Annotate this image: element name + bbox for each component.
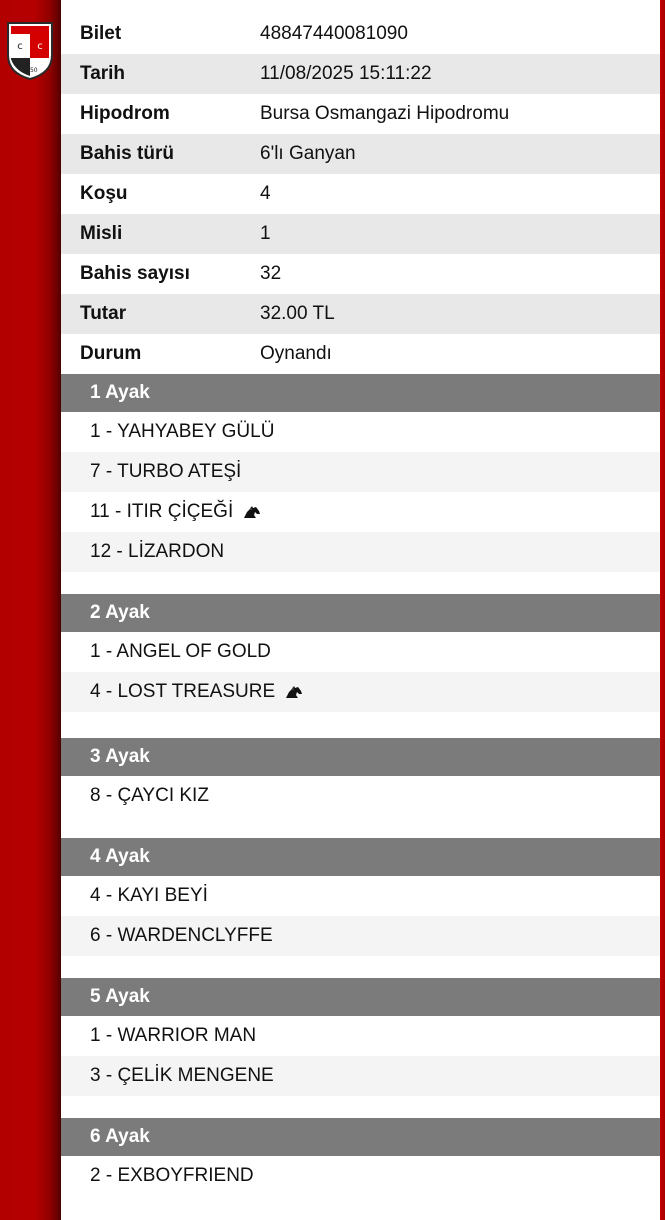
ticket-info-row xyxy=(61,94,660,134)
leg-header: 2 Ayak xyxy=(61,594,660,632)
horse-row xyxy=(61,492,660,532)
info-value: 1 xyxy=(260,223,271,244)
info-label: Tutar xyxy=(80,303,127,324)
ticket-info-row xyxy=(61,294,660,334)
ticket-detail xyxy=(61,14,660,1196)
info-label: Bahis sayısı xyxy=(80,263,190,284)
legs-list xyxy=(61,374,660,1196)
horse-name: 6 - WARDENCLYFFE xyxy=(90,925,273,946)
horse-name: 11 - ITIR ÇİÇEĞİ xyxy=(90,501,234,522)
horse-name: 1 - ANGEL OF GOLD xyxy=(90,641,271,662)
svg-text:c: c xyxy=(37,41,43,52)
right-rail xyxy=(660,0,665,1220)
info-value: 11/08/2025 15:11:22 xyxy=(260,63,432,84)
leg-spacer xyxy=(61,1096,660,1118)
leg-header: 5 Ayak xyxy=(61,978,660,1016)
horse-name: 12 - LİZARDON xyxy=(90,541,225,562)
ticket-info-row xyxy=(61,334,660,374)
leg-spacer xyxy=(61,816,660,838)
horse-row xyxy=(61,1156,660,1196)
info-value: Bursa Osmangazi Hipodromu xyxy=(260,103,510,124)
info-value: 32.00 TL xyxy=(260,303,335,324)
info-value: 32 xyxy=(260,263,282,284)
horse-head-icon xyxy=(285,685,303,699)
svg-text:c: c xyxy=(17,41,23,52)
club-logo-icon xyxy=(5,19,55,81)
horse-row xyxy=(61,876,660,916)
horse-row xyxy=(61,452,660,492)
info-label: Misli xyxy=(80,223,123,244)
leg-header: 3 Ayak xyxy=(61,738,660,776)
info-label: Hipodrom xyxy=(80,103,170,124)
horse-row xyxy=(61,532,660,572)
ticket-info-row xyxy=(61,214,660,254)
ticket-info-row xyxy=(61,174,660,214)
horse-name: 8 - ÇAYCI KIZ xyxy=(90,785,209,806)
horse-row xyxy=(61,412,660,452)
info-label: Bahis türü xyxy=(80,143,174,164)
info-label: Durum xyxy=(80,343,142,364)
leg-spacer xyxy=(61,572,660,594)
info-value: 6'lı Ganyan xyxy=(260,143,356,164)
horse-name: 4 - LOST TREASURE xyxy=(90,681,276,702)
left-rail xyxy=(0,0,61,1220)
leg-spacer xyxy=(61,712,660,738)
horse-head-icon xyxy=(243,505,261,519)
horse-row xyxy=(61,1056,660,1096)
horse-name: 3 - ÇELİK MENGENE xyxy=(90,1065,274,1086)
info-value: Oynandı xyxy=(260,343,332,364)
horse-name: 1 - WARRIOR MAN xyxy=(90,1025,257,1046)
leg-spacer xyxy=(61,956,660,978)
info-label: Koşu xyxy=(80,183,128,204)
horse-name: 4 - KAYI BEYİ xyxy=(90,885,208,906)
horse-row xyxy=(61,916,660,956)
ticket-info-row xyxy=(61,14,660,54)
horse-row xyxy=(61,1016,660,1056)
horse-row xyxy=(61,672,660,712)
horse-row xyxy=(61,632,660,672)
info-label: Bilet xyxy=(80,23,122,44)
horse-name: 7 - TURBO ATEŞİ xyxy=(90,461,242,482)
info-value: 4 xyxy=(260,183,271,204)
ticket-info-row xyxy=(61,254,660,294)
svg-text:1950: 1950 xyxy=(22,67,38,74)
ticket-info-row xyxy=(61,134,660,174)
info-value: 48847440081090 xyxy=(260,23,408,44)
horse-name: 2 - EXBOYFRIEND xyxy=(90,1165,254,1186)
horse-name: 1 - YAHYABEY GÜLÜ xyxy=(90,421,275,442)
info-label: Tarih xyxy=(80,63,126,84)
ticket-info-table xyxy=(61,14,660,374)
horse-row xyxy=(61,776,660,816)
leg-header: 1 Ayak xyxy=(61,374,660,412)
ticket-info-row xyxy=(61,54,660,94)
leg-header: 4 Ayak xyxy=(61,838,660,876)
leg-header: 6 Ayak xyxy=(61,1118,660,1156)
